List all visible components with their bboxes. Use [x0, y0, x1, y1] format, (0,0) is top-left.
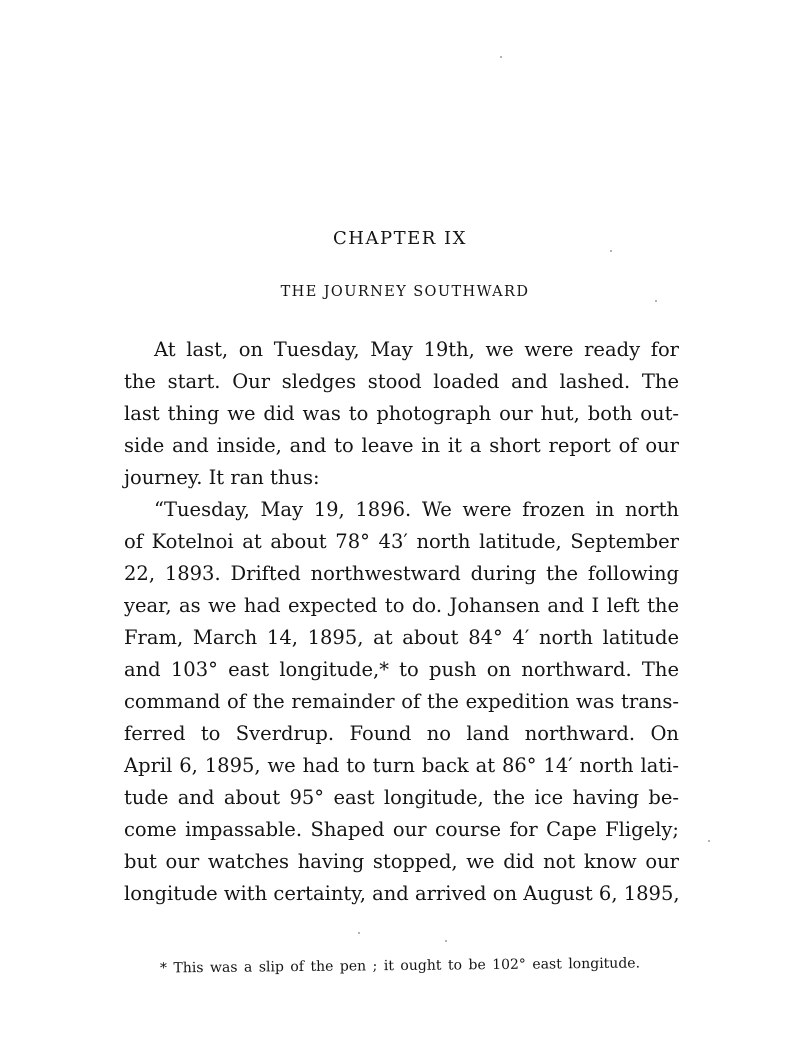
scan-speck	[500, 56, 502, 58]
text-line: journey. It ran thus:	[124, 466, 320, 489]
text-line: “Tuesday, May 19, 1896. We were frozen in north	[154, 498, 679, 521]
section-heading: THE JOURNEY SOUTHWARD	[280, 284, 530, 300]
text-line: longitude with certainty, and arrived on August 6, 1895,	[124, 882, 680, 905]
text-line: and 103° east longitude,* to push on northward. The	[124, 658, 679, 681]
text-line: side and inside, and to leave in it a short report of our	[124, 434, 679, 457]
text-line: last thing we did was to photograph our hut, both out-	[124, 402, 679, 425]
scan-speck	[655, 300, 657, 302]
scan-speck	[445, 940, 447, 942]
text-line: come impassable. Shaped our course for Cape Fligely;	[124, 818, 679, 841]
text-line: of Kotelnoi at about 78° 43′ north latitude, September	[124, 530, 679, 553]
text-line: Fram, March 14, 1895, at about 84° 4′ north latitude	[124, 626, 679, 649]
scan-speck	[358, 932, 360, 934]
text-line: but our watches having stopped, we did not know our	[124, 850, 679, 873]
text-line: tude and about 95° east longitude, the ice having be-	[124, 786, 679, 809]
scan-speck	[708, 840, 710, 842]
text-line: year, as we had expected to do. Johansen and I left the	[124, 594, 679, 617]
text-line: ferred to Sverdrup. Found no land northward. On	[124, 722, 679, 745]
text-line: the start. Our sledges stood loaded and lashed. The	[124, 370, 679, 393]
body-text	[124, 334, 679, 910]
scan-speck	[610, 250, 612, 252]
text-line: April 6, 1895, we had to turn back at 86° 14′ north lati-	[124, 754, 679, 777]
text-line: command of the remainder of the expedition was trans-	[124, 690, 679, 713]
text-line: 22, 1893. Drifted northwestward during the following	[124, 562, 679, 585]
footnote: * This was a slip of the pen ; it ought to be 102° east longitude.	[159, 955, 641, 977]
chapter-heading: CHAPTER IX	[333, 228, 467, 249]
text-line: At last, on Tuesday, May 19th, we were ready for	[154, 338, 679, 361]
